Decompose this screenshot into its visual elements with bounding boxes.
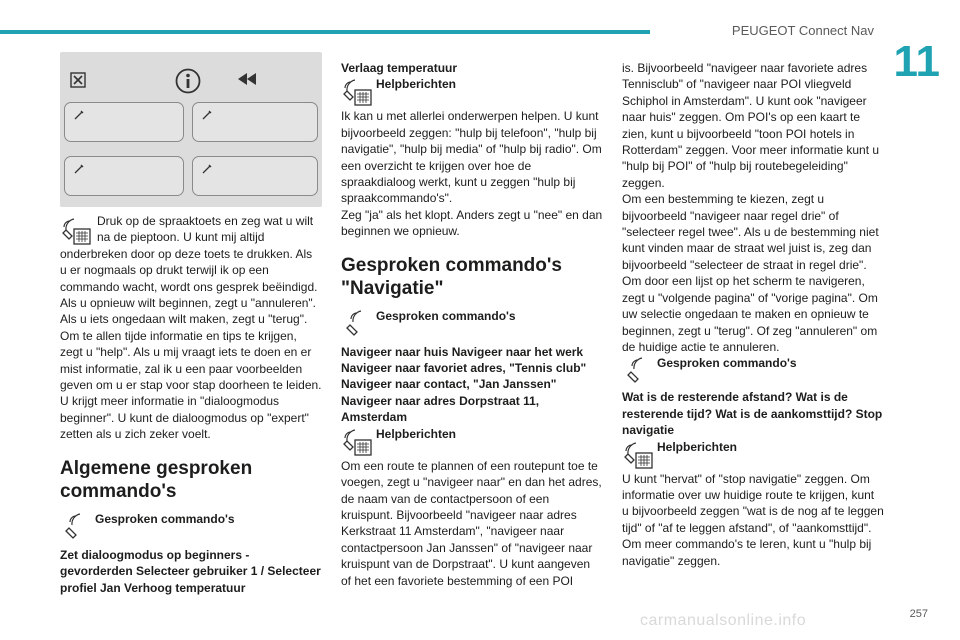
voice-command-icon (341, 308, 373, 340)
voice-commands-label: Gesproken commando's (376, 308, 516, 323)
column-2 (341, 60, 603, 589)
voice-command-icon (60, 511, 92, 543)
route-commands-list: Wat is de resterende afstand? Wat is de resterende tijd? Wat is de aankomsttijd? Stop navigatie (622, 390, 883, 438)
pencil-icon (73, 163, 85, 175)
voice-command-icon (622, 355, 654, 387)
section-heading-navigation: Gesproken commando's "Navigatie" (341, 254, 562, 299)
voice-commands-label-row (341, 308, 603, 340)
help-messages-icon (341, 76, 373, 108)
help-messages-icon (622, 439, 654, 471)
help-text-continued-2: Om een bestemming te kiezen, zegt u bijvoorbeeld "navigeer naar regel drie" of "selecteer regel twee". Als u de bestemming niet kunt vinden maar de straat wel juist is, zeg dan bijvoorbeeld "selecteer de straat in regel drie". Om door een lijst op het scherm te navigeren, zegt u "volgende pagina" of "vorige pagina". Om uw selectie ongedaan te maken en opnieuw te beginnen, zegt u "terug". Of zeg "annuleren" om de huidige actie te annuleren. (622, 192, 879, 354)
voice-help-icon (60, 215, 92, 247)
help-messages-label: Helpberichten (376, 77, 457, 92)
help-label-row-2 (341, 426, 603, 458)
voice-commands-label: Gesproken commando's (95, 511, 235, 526)
help-text-1: Ik kan u met allerlei onderwerpen helpen. U kunt bijvoorbeeld zeggen: "hulp bij telefoon", "hulp bij navigatie", "hulp bij media" of "hulp bij radio". Om een overzicht te krijgen over hoe de spraakdialoog werkt, kunt u zeggen "hulp bij spraakcommando's". (341, 109, 602, 206)
voice-slot-4 (192, 156, 318, 196)
section-heading-general: Algemene gesproken commando's (60, 457, 253, 502)
header-title: PEUGEOT Connect Nav (731, 23, 874, 38)
info-icon (175, 68, 201, 94)
general-commands-list: Zet dialoogmodus op beginners - gevorderden Selecteer gebruiker 1 / Selecteer profiel Jan Verhoog temperatuur (60, 547, 321, 595)
navigation-commands-list: Navigeer naar huis Navigeer naar het werk Navigeer naar favoriet adres, "Tennis club" Navigeer naar contact, "Jan Janssen" Navigeer naar adres Dorpstraat 11, Amsterdam (341, 344, 587, 425)
voice-commands-label-row (622, 355, 884, 387)
intro-text-start: Druk op de spraaktoets en zeg wat u wilt na de pieptoon. U kunt mij altijd (97, 214, 314, 245)
voice-slot-3 (64, 156, 184, 196)
pencil-icon (201, 109, 213, 121)
voice-commands-label: Gesproken commando's (657, 356, 797, 371)
header-accent-bar (0, 30, 650, 34)
help-text-3: U kunt "hervat" of "stop navigatie" zeggen. Om informatie over uw huidige route te krijgen, kunt u bijvoorbeeld zeggen "wat is de nog af te leggen tijd" of "af te leggen afstand", of "aankomsttijd". Om meer commando's te leren, kunt u "hulp bij navigatie" zeggen. (622, 471, 884, 568)
column-1 (60, 52, 322, 596)
help-label-row-3 (622, 439, 884, 471)
help-text-2: Om een route te plannen of een routepunt toe te voegen, zegt u "navigeer naar" en dan het adres, de naam van de contactpersoon of een kruispunt. Bijvoorbeeld "navigeer naar adres Kerkstraat 11 Amsterdam", "navigeer naar contactpersoon Jan Janssen" of "navigeer naar kruispunt van de Dorpstraat". U kunt aangeven of het een favoriete bestemming of een POI (341, 458, 602, 588)
watermark: carmanualsonline.info (640, 612, 807, 629)
help-messages-label: Helpberichten (376, 426, 457, 441)
voice-slot-1 (64, 102, 184, 142)
close-voice-icon (70, 72, 86, 88)
chapter-number: 11 (893, 37, 940, 86)
voice-slot-2 (192, 102, 318, 142)
rewind-icon (236, 72, 258, 86)
intro-text: onderbreken door op deze toets te drukken. Als u er nogmaals op drukt terwijl ik op een commando wacht, wordt ons gesprek beëindigd. Als u opnieuw wilt beginnen, zegt u "annuleren". Als u iets ongedaan wilt maken, zegt u "terug". Om te allen tijde informatie en tips te krijgen, zegt u "help". Als u mij vraagt iets te doen en er mist informatie, zal ik u een paar voorbeelden geven om u er stap voor stap doorheen te leiden. U krijgt meer informatie in "dialoogmodus beginner". U kunt de dialoogmodus op "expert" zetten als u zich zeker voelt. (60, 246, 322, 442)
column-3 (622, 60, 884, 569)
intro-block (60, 213, 322, 443)
help-text-1b: Zeg "ja" als het klopt. Anders zegt u "nee" en dan beginnen we opnieuw. (341, 207, 603, 239)
pencil-icon (201, 163, 213, 175)
page-number: 257 (909, 608, 928, 620)
voice-screen-illustration (60, 52, 322, 207)
command-continuation: Verlaag temperatuur (341, 61, 458, 75)
help-messages-label: Helpberichten (657, 439, 738, 454)
pencil-icon (73, 109, 85, 121)
help-messages-icon (341, 426, 373, 458)
voice-commands-label-row (60, 511, 322, 543)
help-label-row-1 (341, 76, 603, 108)
help-text-continued: is. Bijvoorbeeld "navigeer naar favoriete adres Tennisclub" of "navigeer naar POI vliegveld Schiphol in Amsterdam". U kunt ook "navigeer naar huis" zeggen. Om POI's op een kaart te zien, kunt u bijvoorbeeld "toon POI hotels in Rotterdam" zeggen. Voor meer informatie kunt u "hulp bij POI" of "hulp bij routebegeleiding" zeggen. (622, 61, 880, 190)
